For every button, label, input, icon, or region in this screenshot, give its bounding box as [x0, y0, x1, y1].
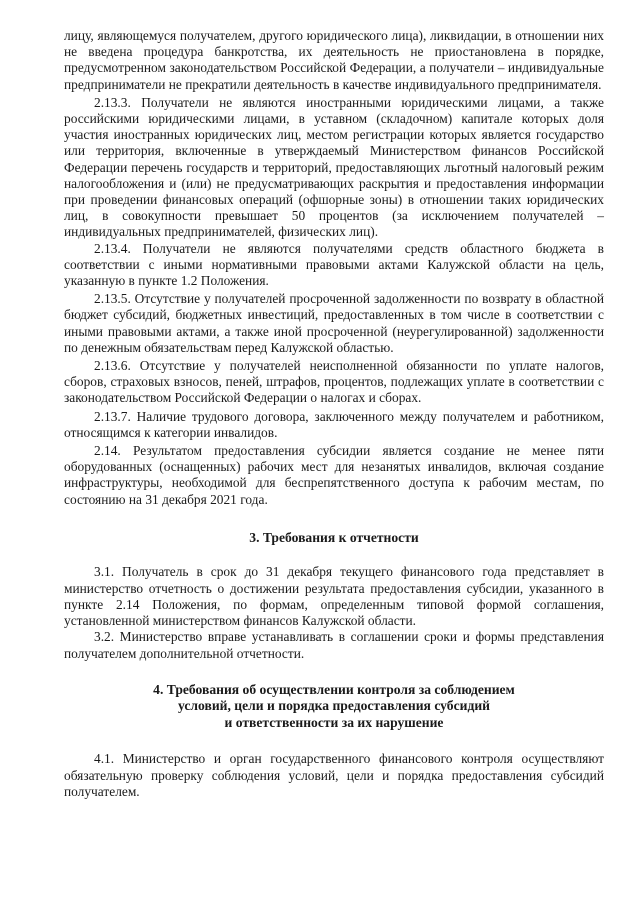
- section-4-heading-line-2: условий, цели и порядка предоставления субсидий: [177, 698, 490, 714]
- section-4-heading-line-1: 4. Требования об осуществлении контроля за соблюдением: [153, 681, 515, 697]
- paragraph-2-14: 2.14. Результатом предоставления субсидии является создание не менее пяти оборудованных (оснащенных) рабочих мест для незанятых инвалидов, включая создание инфраструктуры, необходимой для беспрепятственного доступа к рабочим местам, по состоянию на 31 декабря 2021 года.: [64, 443, 604, 507]
- paragraph-2-13-4: 2.13.4. Получатели не являются получателями средств областного бюджета в соответствии с иными нормативными правовыми актами Калужской области на цель, указанную в пункте 1.2 Положения.: [64, 240, 604, 289]
- section-4-heading-line-3: и ответственности за их нарушение: [224, 714, 444, 730]
- paragraph-2-13-7: 2.13.7. Наличие трудового договора, заключенного между получателем и работником, относящимся к категории инвалидов.: [64, 408, 604, 440]
- paragraph-3-2: 3.2. Министерство вправе устанавливать в соглашении сроки и формы представления получателем дополнительной отчетности.: [64, 629, 604, 661]
- section-3-heading: 3. Требования к отчетности: [249, 529, 419, 545]
- paragraph-3-1: 3.1. Получатель в срок до 31 декабря текущего финансового года представляет в министерство отчетность о достижении результата предоставления субсидии, указанного в пункте 2.14 Положения, по формам, определенным типовой формой соглашения, установленной министерством финансов Калужской области.: [64, 564, 604, 629]
- paragraph-4-1: 4.1. Министерство и орган государственного финансового контроля осуществляют обязательную проверку соблюдения условий, цели и порядка предоставления субсидий получателем.: [64, 751, 604, 799]
- paragraph-2-13-3: 2.13.3. Получатели не являются иностранными юридическими лицами, а также российскими юридическими лицами, в уставном (складочном) капитале которых доля участия иностранных юридических лиц, местом регистрации которых является государство или территория, включенные в утверждаемый Министерством финансов Российской Федерации перечень государств и территорий, предоставляющих льготный налоговый режим налогообложения и (или) не предусматривающих раскрытия и предоставления информации при проведении финансовых операций (офшорные зоны) в отношении таких юридических лиц, в совокупности превышает 50 процентов (за исключением получателей – индивидуальных предпринимателей, физических лиц).: [64, 94, 604, 240]
- paragraph-2-13-6: 2.13.6. Отсутствие у получателей неисполненной обязанности по уплате налогов, сборов, страховых взносов, пеней, штрафов, процентов, подлежащих уплате в соответствии с законодательством Российской Федерации о налогах и сборах.: [64, 358, 604, 406]
- paragraph-2-13-5: 2.13.5. Отсутствие у получателей просроченной задолженности по возврату в областной бюджет субсидий, бюджетных инвестиций, предоставленных в том числе в соответствии с иными правовыми актами, а также иной просроченной (неурегулированной) задолженности по денежным обязательствам перед Калужской областью.: [64, 291, 604, 355]
- section-4-heading: [64, 682, 604, 732]
- paragraph-continuation: лицу, являющемуся получателем, другого юридического лица), ликвидации, в отношении них не введена процедура банкротства, их деятельность не приостановлена в порядке, предусмотренном законодательством Российской Федерации, а получатели – индивидуальные предприниматели не прекратили деятельность в качестве индивидуального предпринимателя.: [64, 28, 604, 92]
